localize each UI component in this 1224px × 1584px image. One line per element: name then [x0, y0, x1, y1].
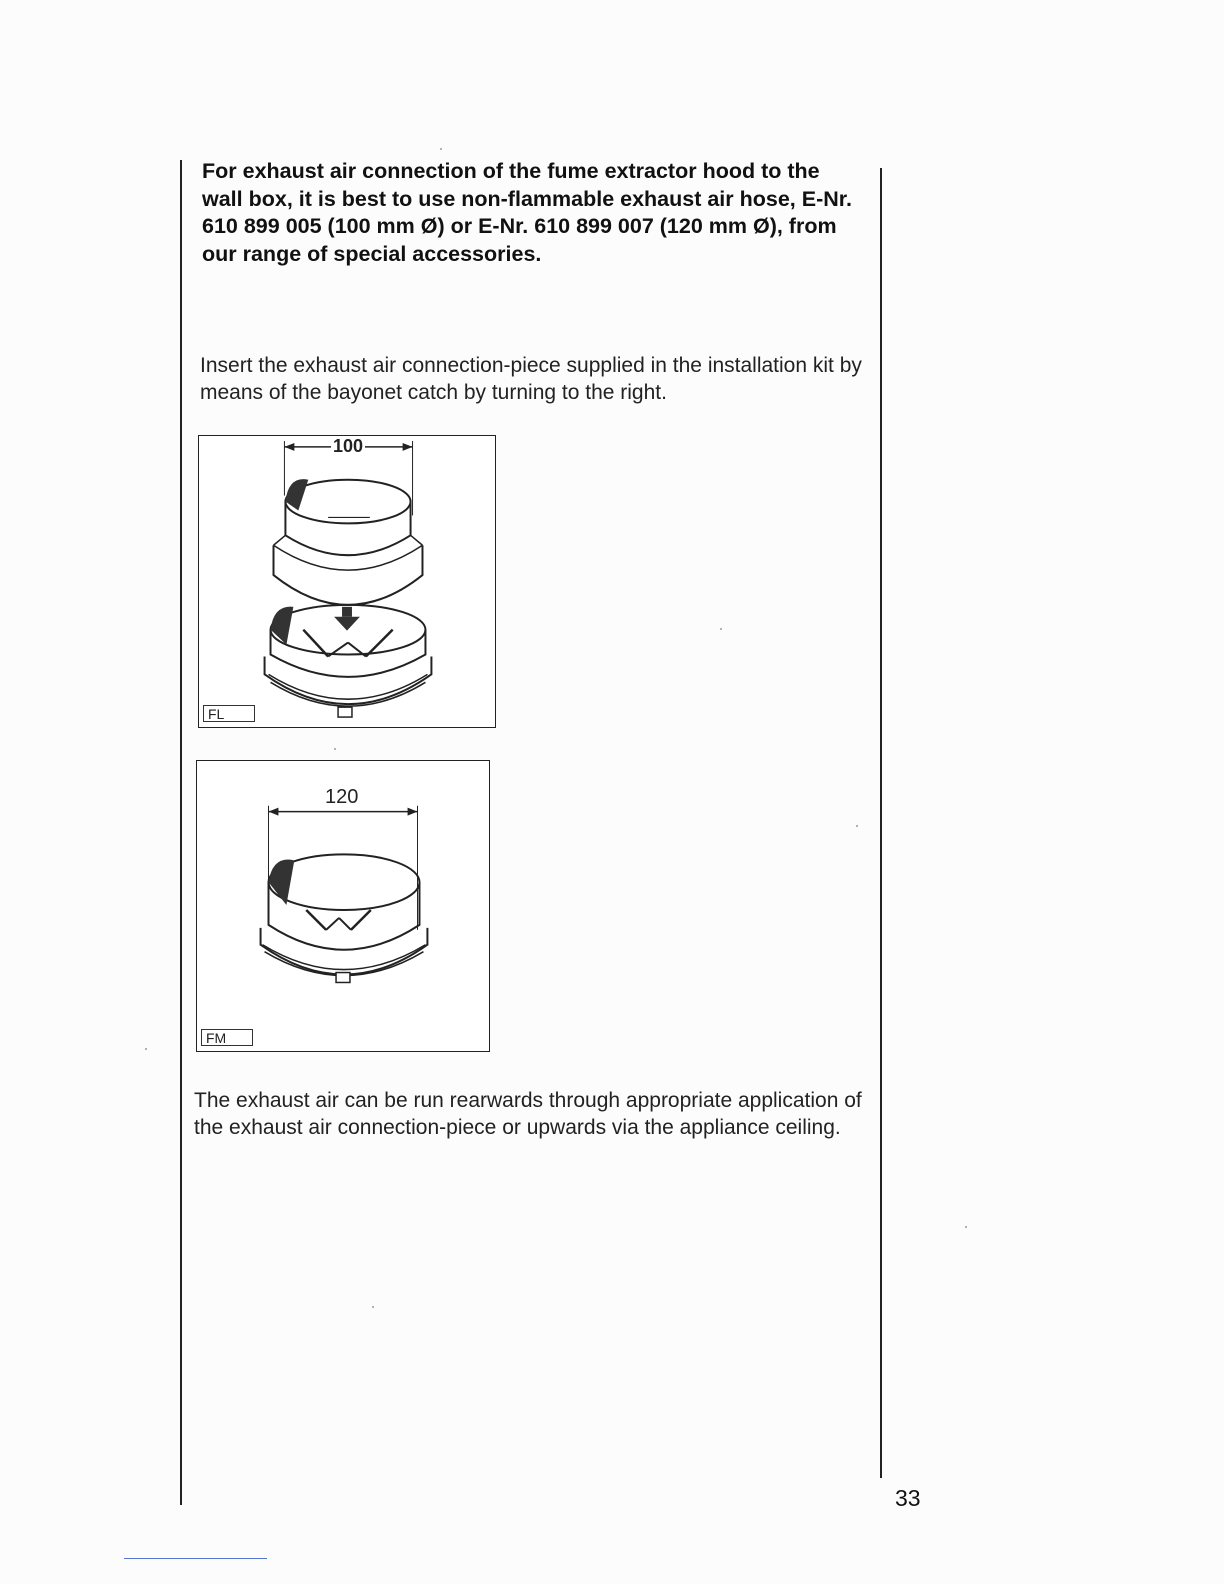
exhaust-routing-note: The exhaust air can be run rearwards through appropriate application of the exhaust air connection-piece or upwards via the appliance ceiling.: [194, 1089, 862, 1139]
page-number: 33: [895, 1485, 921, 1511]
scan-speck: [720, 628, 722, 630]
scan-speck: [145, 1048, 147, 1050]
figure-fl: [198, 435, 496, 728]
dimension-label-fl: 100: [333, 436, 364, 456]
figure-label-fm: FM: [201, 1029, 253, 1046]
scan-speck: [372, 1306, 374, 1308]
figure-fm: [196, 760, 490, 1052]
accessory-note: For exhaust air connection of the fume extractor hood to the wall box, it is best to use non-flammable exhaust air hose, E-Nr. 610 899 005 (100 mm Ø) or E-Nr. 610 899 007 (120 mm Ø), from our range of special accessories.: [202, 159, 852, 266]
scan-speck: [965, 1226, 967, 1228]
figure-label-fl: FL: [203, 705, 255, 722]
dimension-label-fm: 120: [325, 786, 359, 808]
scan-speck: [856, 825, 858, 827]
installation-instruction: Insert the exhaust air connection-piece supplied in the installation kit by means of the bayonet catch by turning to the right.: [200, 354, 862, 404]
left-margin-rule: [180, 160, 182, 1505]
right-margin-rule: [880, 168, 882, 1478]
scan-speck: [440, 148, 442, 150]
scan-speck: [334, 748, 336, 750]
connection-piece-fl-illustration: [199, 436, 495, 727]
footer-line: [124, 1558, 267, 1559]
